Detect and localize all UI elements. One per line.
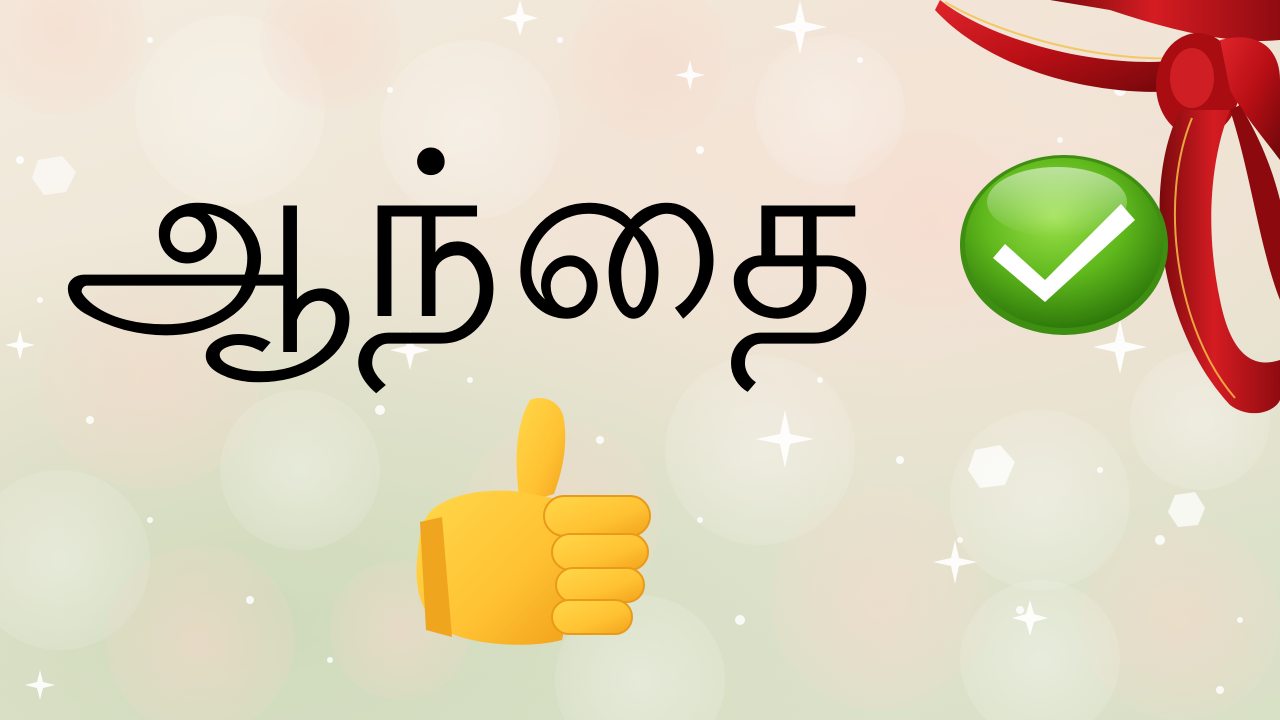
thumbs-up-icon: [412, 392, 656, 650]
title-word: ஆந்தை: [62, 104, 880, 371]
check-mark-icon: [957, 152, 1171, 338]
